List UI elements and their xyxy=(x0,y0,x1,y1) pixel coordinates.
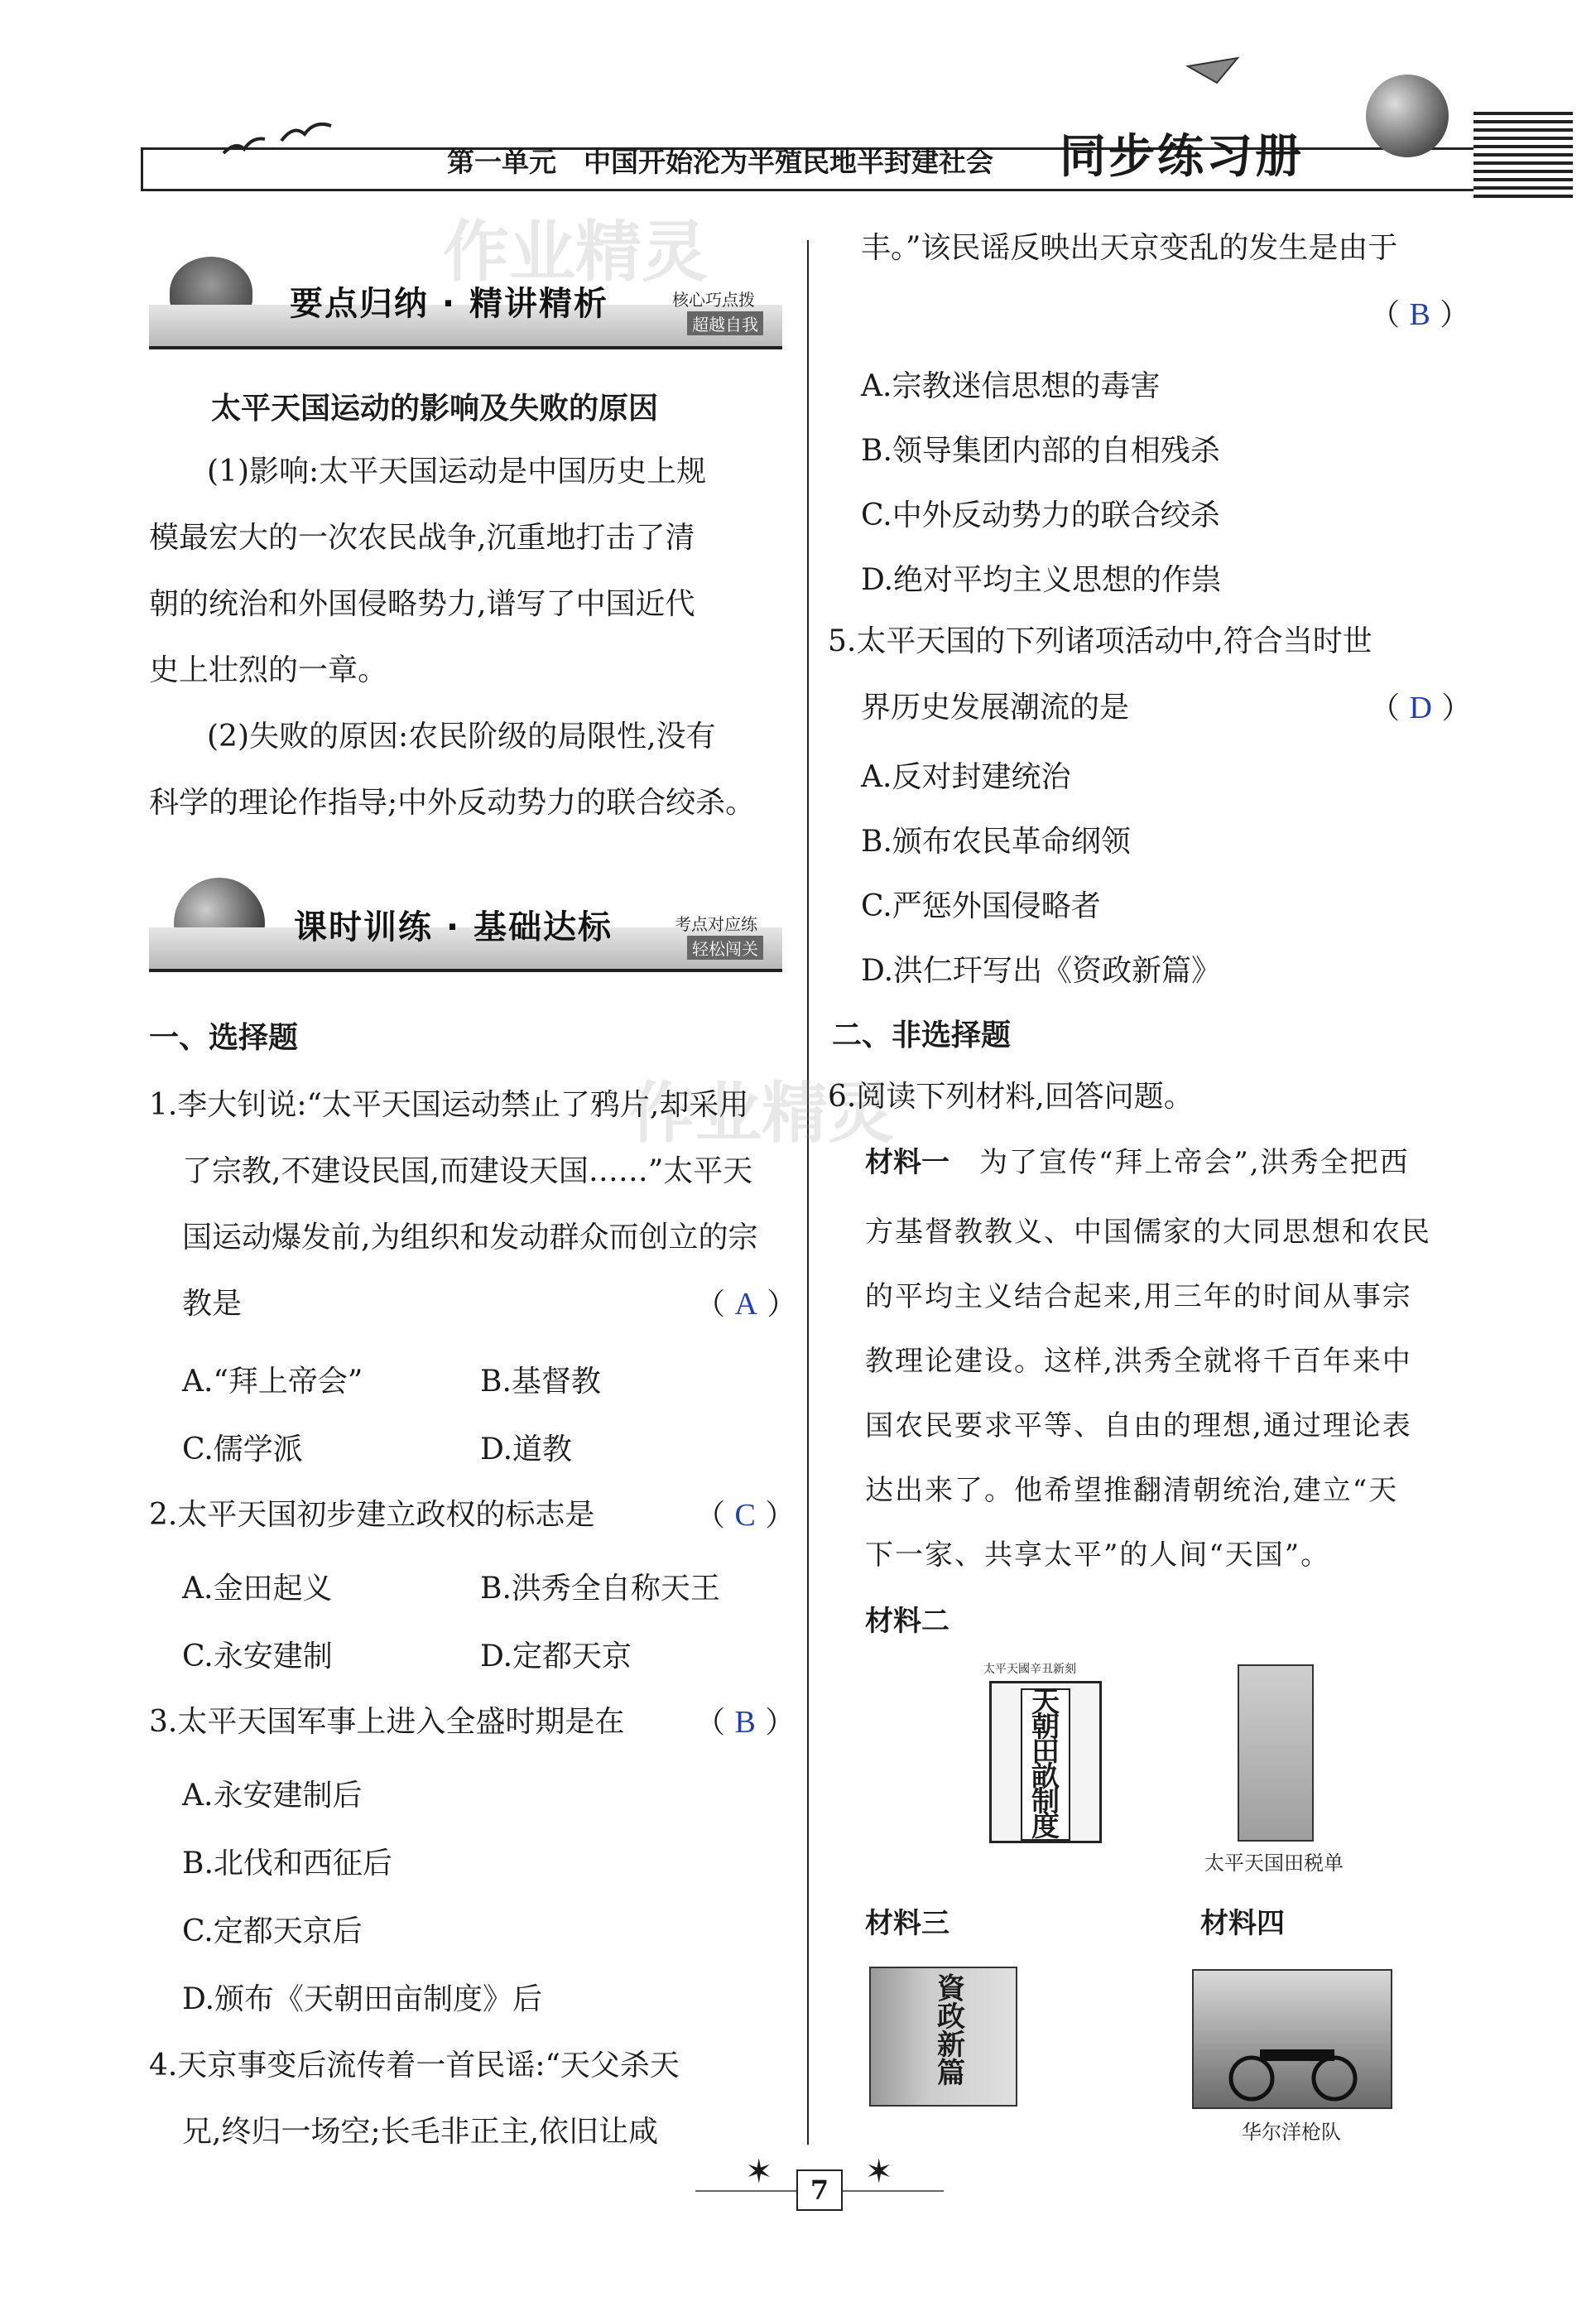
q2-stem: 2.太平天国初步建立政权的标志是 xyxy=(149,1498,595,1532)
m3-book-title: 資政新篇 xyxy=(937,1972,965,2090)
header-left-post xyxy=(141,147,143,191)
m1-line: 达出来了。他希望推翻清朝统治,建立“天 xyxy=(865,1474,1399,1507)
section2-title: 课时训练 · 基础达标 xyxy=(294,908,613,946)
m2-book-image xyxy=(983,1663,1102,1843)
m2-label: 材料二 xyxy=(865,1605,949,1638)
birds-icon xyxy=(207,116,373,166)
q1-line: 教是 xyxy=(182,1287,243,1321)
airplane-icon xyxy=(1184,50,1242,91)
q3-option-b: B.北伐和西征后 xyxy=(182,1847,392,1880)
m1-line: 方基督教教义、中国儒家的大同思想和农民 xyxy=(865,1216,1431,1249)
part1-heading: 一、选择题 xyxy=(149,1021,299,1055)
q3-option-a: A.永安建制后 xyxy=(182,1779,363,1813)
m1-line: 为了宣传“拜上帝会”,洪秀全把西 xyxy=(979,1146,1410,1179)
q3-answer-bracket: （ B ） xyxy=(695,1705,796,1740)
q2-answer: C xyxy=(734,1498,756,1533)
m2-book-title: 天朝田畝制度 xyxy=(1021,1688,1070,1841)
q4-option-c: C.中外反动势力的联合绞杀 xyxy=(861,498,1220,532)
q1-option-c: C.儒学派 xyxy=(182,1433,303,1466)
material-1 xyxy=(865,1130,1577,1587)
part2-heading: 二、非选择题 xyxy=(832,1018,1012,1052)
q1-line: 了宗教,不建设民国,而建设天国……”太平天 xyxy=(182,1154,753,1188)
column-divider xyxy=(807,240,809,2145)
s1-line: 模最宏大的一次农民战争,沉重地打击了清 xyxy=(149,521,695,555)
header-stripes xyxy=(1473,112,1573,203)
q2-option-b: B.洪秀全自称天王 xyxy=(480,1572,720,1606)
m1-line: 下一家、共享太平”的人间“天国”。 xyxy=(865,1539,1331,1572)
q3-answer: B xyxy=(734,1705,756,1740)
s1-line: 史上壮烈的一章。 xyxy=(149,653,388,687)
q4-line-1: 4.天京事变后流传着一首民谣:“天父杀天 xyxy=(149,2049,680,2083)
q5-line-2: 界历史发展潮流的是 xyxy=(861,691,1130,725)
palm-icon: ✶ xyxy=(745,2153,773,2191)
page-number: 7 xyxy=(796,2169,843,2211)
s1-line: (1)影响:太平天国运动是中国历史上规 xyxy=(207,455,707,489)
section1-banner xyxy=(149,248,782,348)
q4-option-b: B.领导集团内部的自相残杀 xyxy=(861,434,1220,468)
s1-line: (2)失败的原因:农民阶级的局限性,没有 xyxy=(207,720,716,754)
q5-option-a: A.反对封建统治 xyxy=(861,760,1071,794)
header-book-title: 同步练习册 xyxy=(1060,130,1304,184)
globe-icon xyxy=(1366,75,1449,157)
q5-answer-bracket: （ D ） xyxy=(1370,691,1472,725)
q1-option-b: B.基督教 xyxy=(480,1365,601,1399)
q2-option-d: D.定都天京 xyxy=(480,1640,632,1673)
m4-army-image xyxy=(1192,1969,1392,2109)
q1-option-a: A.“拜上帝会” xyxy=(182,1365,363,1399)
section1-topic: 太平天国运动的影响及失败的原因 xyxy=(211,392,659,426)
q2-option-a: A.金田起义 xyxy=(182,1572,333,1606)
q6-stem: 6.阅读下列材料,回答问题。 xyxy=(828,1080,1194,1114)
header xyxy=(141,50,1573,199)
section1-tag1: 核心巧点拨 xyxy=(672,290,755,310)
header-unit: 第一单元 中国开始沦为半殖民地半封建社会 xyxy=(447,146,993,178)
q1-answer-bracket: （ A ） xyxy=(695,1287,797,1322)
m3-book-image xyxy=(869,1967,1017,2107)
footer xyxy=(695,2153,944,2219)
section1-title: 要点归纳 · 精讲精析 xyxy=(290,285,609,323)
cannon-icon xyxy=(1210,2020,1376,2103)
section1-tag2: 超越自我 xyxy=(687,311,763,335)
m1-line: 国农民要求平等、自由的理想,通过理论表 xyxy=(865,1409,1412,1442)
q4-option-a: A.宗教迷信思想的毒害 xyxy=(861,369,1161,403)
q4-option-d: D.绝对平均主义思想的作祟 xyxy=(861,563,1222,597)
s1-line: 科学的理论作指导;中外反动势力的联合绞杀。 xyxy=(149,786,756,820)
m2-caption: 太平天国田税单 xyxy=(1204,1852,1344,1875)
q3-option-d: D.颁布《天朝田亩制度》后 xyxy=(182,1982,543,2016)
q4-line-3: 丰。”该民谣反映出天京变乱的发生是由于 xyxy=(861,231,1398,265)
q3-option-c: C.定都天京后 xyxy=(182,1914,363,1948)
m2-book-top: 太平天國辛丑新刻 xyxy=(983,1663,1076,1676)
s1-line: 朝的统治和外国侵略势力,谱写了中国近代 xyxy=(149,587,695,621)
m1-line: 教理论建设。这样,洪秀全就将千百年来中 xyxy=(865,1345,1412,1378)
q1-line: 1.李大钊说:“太平天国运动禁止了鸦片,却采用 xyxy=(149,1088,749,1122)
palm-icon: ✶ xyxy=(865,2153,893,2191)
header-line-bottom xyxy=(141,189,1482,191)
m3-label: 材料三 xyxy=(865,1907,949,1940)
m4-label: 材料四 xyxy=(1200,1907,1285,1940)
q4-answer-bracket: （ B ） xyxy=(1370,297,1470,332)
q4-answer: B xyxy=(1409,297,1430,332)
m4-caption: 华尔洋枪队 xyxy=(1242,2121,1341,2144)
m1-label: 材料一 xyxy=(865,1146,949,1179)
watermark: 作业精灵 xyxy=(443,214,708,291)
q5-answer: D xyxy=(1409,691,1432,725)
q5-option-d: D.洪仁玕写出《资政新篇》 xyxy=(861,954,1222,988)
q1-answer: A xyxy=(734,1287,757,1322)
q5-option-b: B.颁布农民革命纲领 xyxy=(861,825,1131,859)
section1-body xyxy=(149,439,803,836)
section2-tag2: 轻松闯关 xyxy=(687,936,763,960)
tax-receipt-image xyxy=(1238,1664,1314,1842)
q5-option-c: C.严惩外国侵略者 xyxy=(861,889,1101,923)
q2-option-c: C.永安建制 xyxy=(182,1640,333,1673)
q3-stem: 3.太平天国军事上进入全盛时期是在 xyxy=(149,1705,625,1739)
q5-line-1: 5.太平天国的下列诸项活动中,符合当时世 xyxy=(828,624,1372,658)
section2-banner xyxy=(149,869,782,973)
watermark-2: 作业精灵 xyxy=(629,1075,894,1152)
q1-option-d: D.道教 xyxy=(480,1433,573,1466)
m1-line: 的平均主义结合起来,用三年的时间从事宗 xyxy=(865,1280,1412,1313)
section2-tag1: 考点对应练 xyxy=(675,914,757,934)
q4-line-2: 兄,终归一场空;长毛非正主,依旧让咸 xyxy=(182,2115,659,2149)
q1-line: 国运动爆发前,为组织和发动群众而创立的宗 xyxy=(182,1221,758,1254)
q2-answer-bracket: （ C ） xyxy=(695,1498,796,1533)
